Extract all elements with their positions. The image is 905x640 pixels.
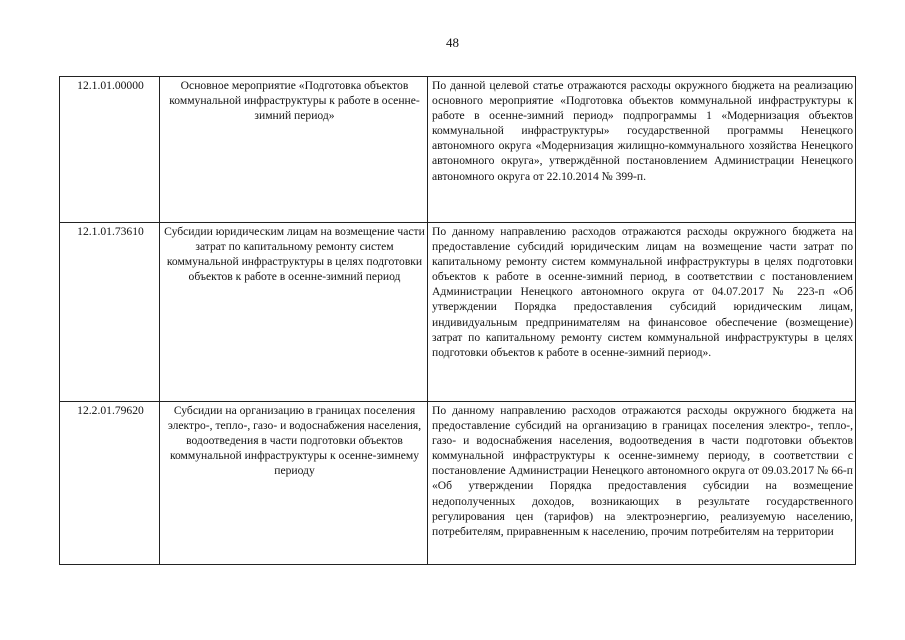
target-article-description: По данной целевой статье отражаются расходы окружного бюджета на реализацию основного мероприятие «Подготовка объектов коммунальной инфраструктуры к работе в осенне-зимний период» подпрограммы 1 «Модернизация объектов коммунальной инфраструктуры» государственной программы Ненецкого автономного округа «Модернизация жилищно-коммунального хозяйства Ненецкого автономного округа», утверждённой постановлением Администрации Ненецкого автономного округа от 22.10.2014 № 399-п. <box>428 77 856 223</box>
target-article-code: 12.2.01.79620 <box>60 402 160 565</box>
page-number: 48 <box>446 35 459 50</box>
target-article-name: Субсидии на организацию в границах поселения электро-, тепло-, газо- и водоснабжения населения, водоотведения в части подготовки объектов коммунальной инфраструктуры к осенне-зимнему периоду <box>160 402 428 565</box>
target-article-code: 12.1.01.73610 <box>60 223 160 402</box>
target-article-name: Субсидии юридическим лицам на возмещение части затрат по капитальному ремонту систем коммунальной инфраструктуры в целях подготовки объектов к работе в осенне-зимний период <box>160 223 428 402</box>
target-article-code: 12.1.01.00000 <box>60 77 160 223</box>
budget-classification-table <box>59 76 856 565</box>
table-row <box>60 223 856 402</box>
target-article-description: По данному направлению расходов отражаются расходы окружного бюджета на предоставление субсидий юридическим лицам на возмещение части затрат по капитальному ремонту систем коммунальной инфраструктуры в целях подготовки объектов к работе в осенне-зимний период, в соответствии с постановлением Администрации Ненецкого автономного округа от 04.07.2017 № 223-п «Об утверждении Порядка предоставления субсидий юридическим лицам, индивидуальным предпринимателям на финансовое обеспечение (возмещение) затрат по капитальному ремонту систем коммунальной инфраструктуры в целях подготовки объектов к работе в осенне-зимний период». <box>428 223 856 402</box>
table-row <box>60 77 856 223</box>
table-row <box>60 402 856 565</box>
target-article-description: По данному направлению расходов отражаются расходы окружного бюджета на предоставление субсидий на организацию в границах поселения электро-, тепло-, газо- и водоснабжения населения, водоотведения в части подготовки объектов коммунальной инфраструктуры к осенне-зимнему периоду, в соответствии с постановление Администрации Ненецкого автономного округа от 09.03.2017 № 66-п «Об утверждении Порядка предоставления субсидии на возмещение недополученных доходов, возникающих в результате государственного регулирования цен (тарифов) на электроэнергию, реализуемую населению, потребителям, приравненным к населению, прочим потребителям на территории <box>428 402 856 565</box>
target-article-name: Основное мероприятие «Подготовка объектов коммунальной инфраструктуры к работе в осенне-зимний период» <box>160 77 428 223</box>
